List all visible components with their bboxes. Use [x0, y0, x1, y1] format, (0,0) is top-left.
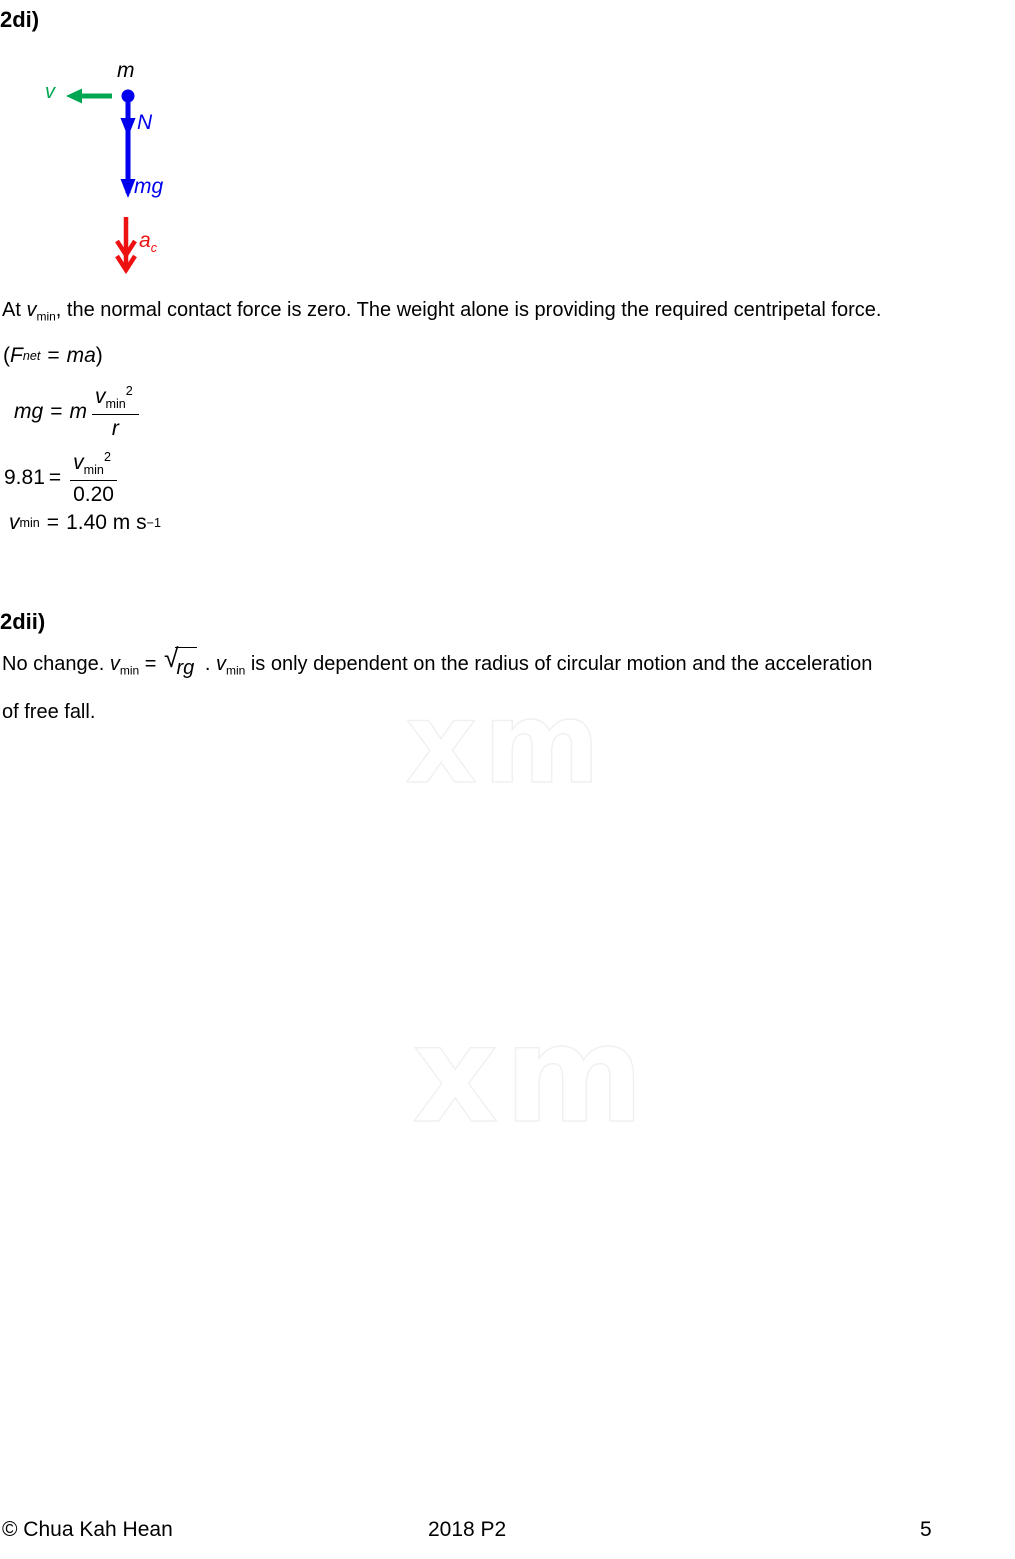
statement-2dii-equals: =: [139, 653, 162, 675]
sqrt-rg: [164, 643, 197, 690]
eq2-num-sup: 2: [125, 384, 133, 399]
accel-label-subscript: c: [150, 240, 157, 255]
eq4-equals: =: [46, 511, 60, 534]
eq3-equals: =: [48, 466, 62, 490]
eq2-denominator: r: [111, 416, 119, 440]
statement-2dii-v2: v: [215, 653, 226, 675]
watermark-xm-2: xm: [412, 997, 651, 1153]
eq2-fraction: [92, 384, 139, 441]
eq1-F-sub: net: [22, 349, 41, 363]
eq2-coeff: m: [69, 400, 87, 424]
eq4-value: 1.40 m s: [66, 511, 147, 534]
statement-2di-pre: At: [2, 299, 27, 321]
eq2-num-sub: min: [105, 396, 126, 411]
accel-label-base: a: [139, 229, 151, 252]
statement-2dii-between: .: [199, 653, 216, 675]
eq2-numerator: [92, 384, 139, 415]
statement-2dii-line1-rest: is only dependent on the radius of circular motion and the acceleration: [245, 653, 873, 675]
statement-2dii-pre: No change.: [2, 653, 110, 675]
statement-2di-vmin: v: [26, 299, 37, 321]
weight-label: mg: [134, 175, 164, 198]
statement-2dii-v2-sub: min: [225, 663, 246, 678]
eq3-num-sup: 2: [103, 450, 111, 465]
statement-2dii-v1: v: [109, 653, 120, 675]
eq3-numerator: [70, 450, 117, 481]
eq3-num-sub: min: [83, 462, 104, 477]
footer-page-number: 5: [920, 1518, 932, 1541]
eq4-v-sub: min: [19, 516, 40, 530]
footer-copyright: © Chua Kah Hean: [2, 1518, 173, 1541]
fbd-arrows: [0, 55, 220, 290]
mass-label: m: [117, 59, 135, 82]
section-2di-heading: 2di): [0, 7, 40, 32]
eq-981: [4, 450, 117, 507]
statement-2di-vmin-sub: min: [36, 309, 56, 324]
radicand-rg: rg: [175, 647, 197, 689]
statement-2dii-line2: of free fall.: [2, 700, 96, 723]
statement-2dii: [2, 644, 1015, 733]
footer-paper: 2018 P2: [428, 1518, 507, 1541]
radical-sign-icon: √: [164, 643, 179, 673]
statement-2di-post: , the normal contact force is zero. The weight alone is providing the required centripetal force.: [55, 299, 882, 321]
eq1-lparen: (: [3, 344, 10, 367]
normal-arrowhead-icon: [121, 118, 136, 137]
eq-fnet-ma: [3, 344, 103, 368]
eq3-fraction: [70, 450, 117, 507]
eq1-ma: ma: [66, 344, 96, 367]
normal-force-label: N: [137, 111, 153, 134]
section-2dii-heading: 2dii): [0, 609, 46, 634]
eq4-exponent: −1: [146, 516, 161, 530]
free-body-diagram: [0, 55, 220, 290]
accel-label: [139, 230, 157, 254]
eq-mg: [14, 384, 139, 441]
eq2-equals: =: [50, 400, 63, 424]
eq3-lhs: 9.81: [4, 466, 45, 490]
eq1-rparen: ): [95, 344, 103, 367]
velocity-arrowhead-icon: [66, 89, 82, 104]
eq2-num-v: v: [94, 385, 106, 408]
eq1-F: F: [10, 344, 23, 367]
mass-dot: [122, 90, 135, 103]
eq-vmin-result: [9, 511, 161, 535]
eq4-v: v: [9, 511, 20, 534]
eq3-denominator: 0.20: [73, 482, 114, 506]
eq1-equals: =: [47, 344, 60, 367]
eq2-lhs: mg: [14, 400, 44, 424]
statement-2dii-v1-sub: min: [119, 663, 140, 678]
statement-2di: [2, 289, 1015, 338]
watermark-xm-1: xm: [405, 679, 606, 809]
velocity-label: v: [45, 81, 55, 103]
eq3-num-v: v: [73, 451, 84, 474]
